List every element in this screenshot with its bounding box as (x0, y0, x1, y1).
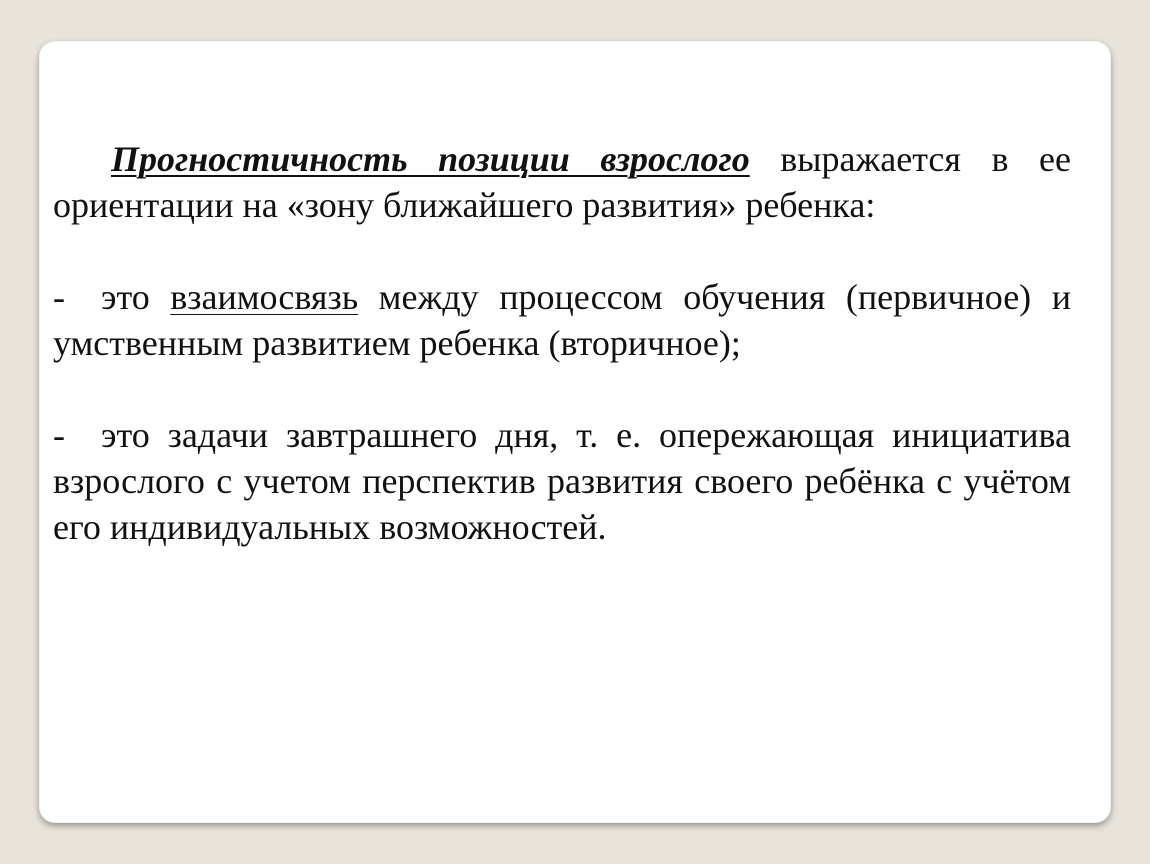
point-2-text: это задачи завтрашнего дня, т. е. опережающая инициатива взрослого с учетом перспектив развития своего ребёнка с учётом его индивидуальных возможностей. (53, 415, 1071, 547)
intro-lead-term: Прогностичность позиции взрослого (111, 139, 750, 179)
intro-text: выражается в ее ориентации на «зону ближайшего развития» ребенка: (53, 139, 1071, 225)
point-1 (53, 274, 1071, 366)
point-2-dash: - (53, 415, 65, 455)
point-1-underlined-term: взаимосвязь (170, 277, 359, 317)
point-1-text-before: это (101, 277, 171, 317)
intro-paragraph (53, 136, 1071, 228)
point-1-dash: - (53, 277, 65, 317)
slide-card (39, 41, 1111, 823)
point-2 (53, 412, 1071, 550)
point-1-text-after: между процессом обучения (первичное) и умственным развитием ребенка (вторичное); (53, 277, 1071, 363)
